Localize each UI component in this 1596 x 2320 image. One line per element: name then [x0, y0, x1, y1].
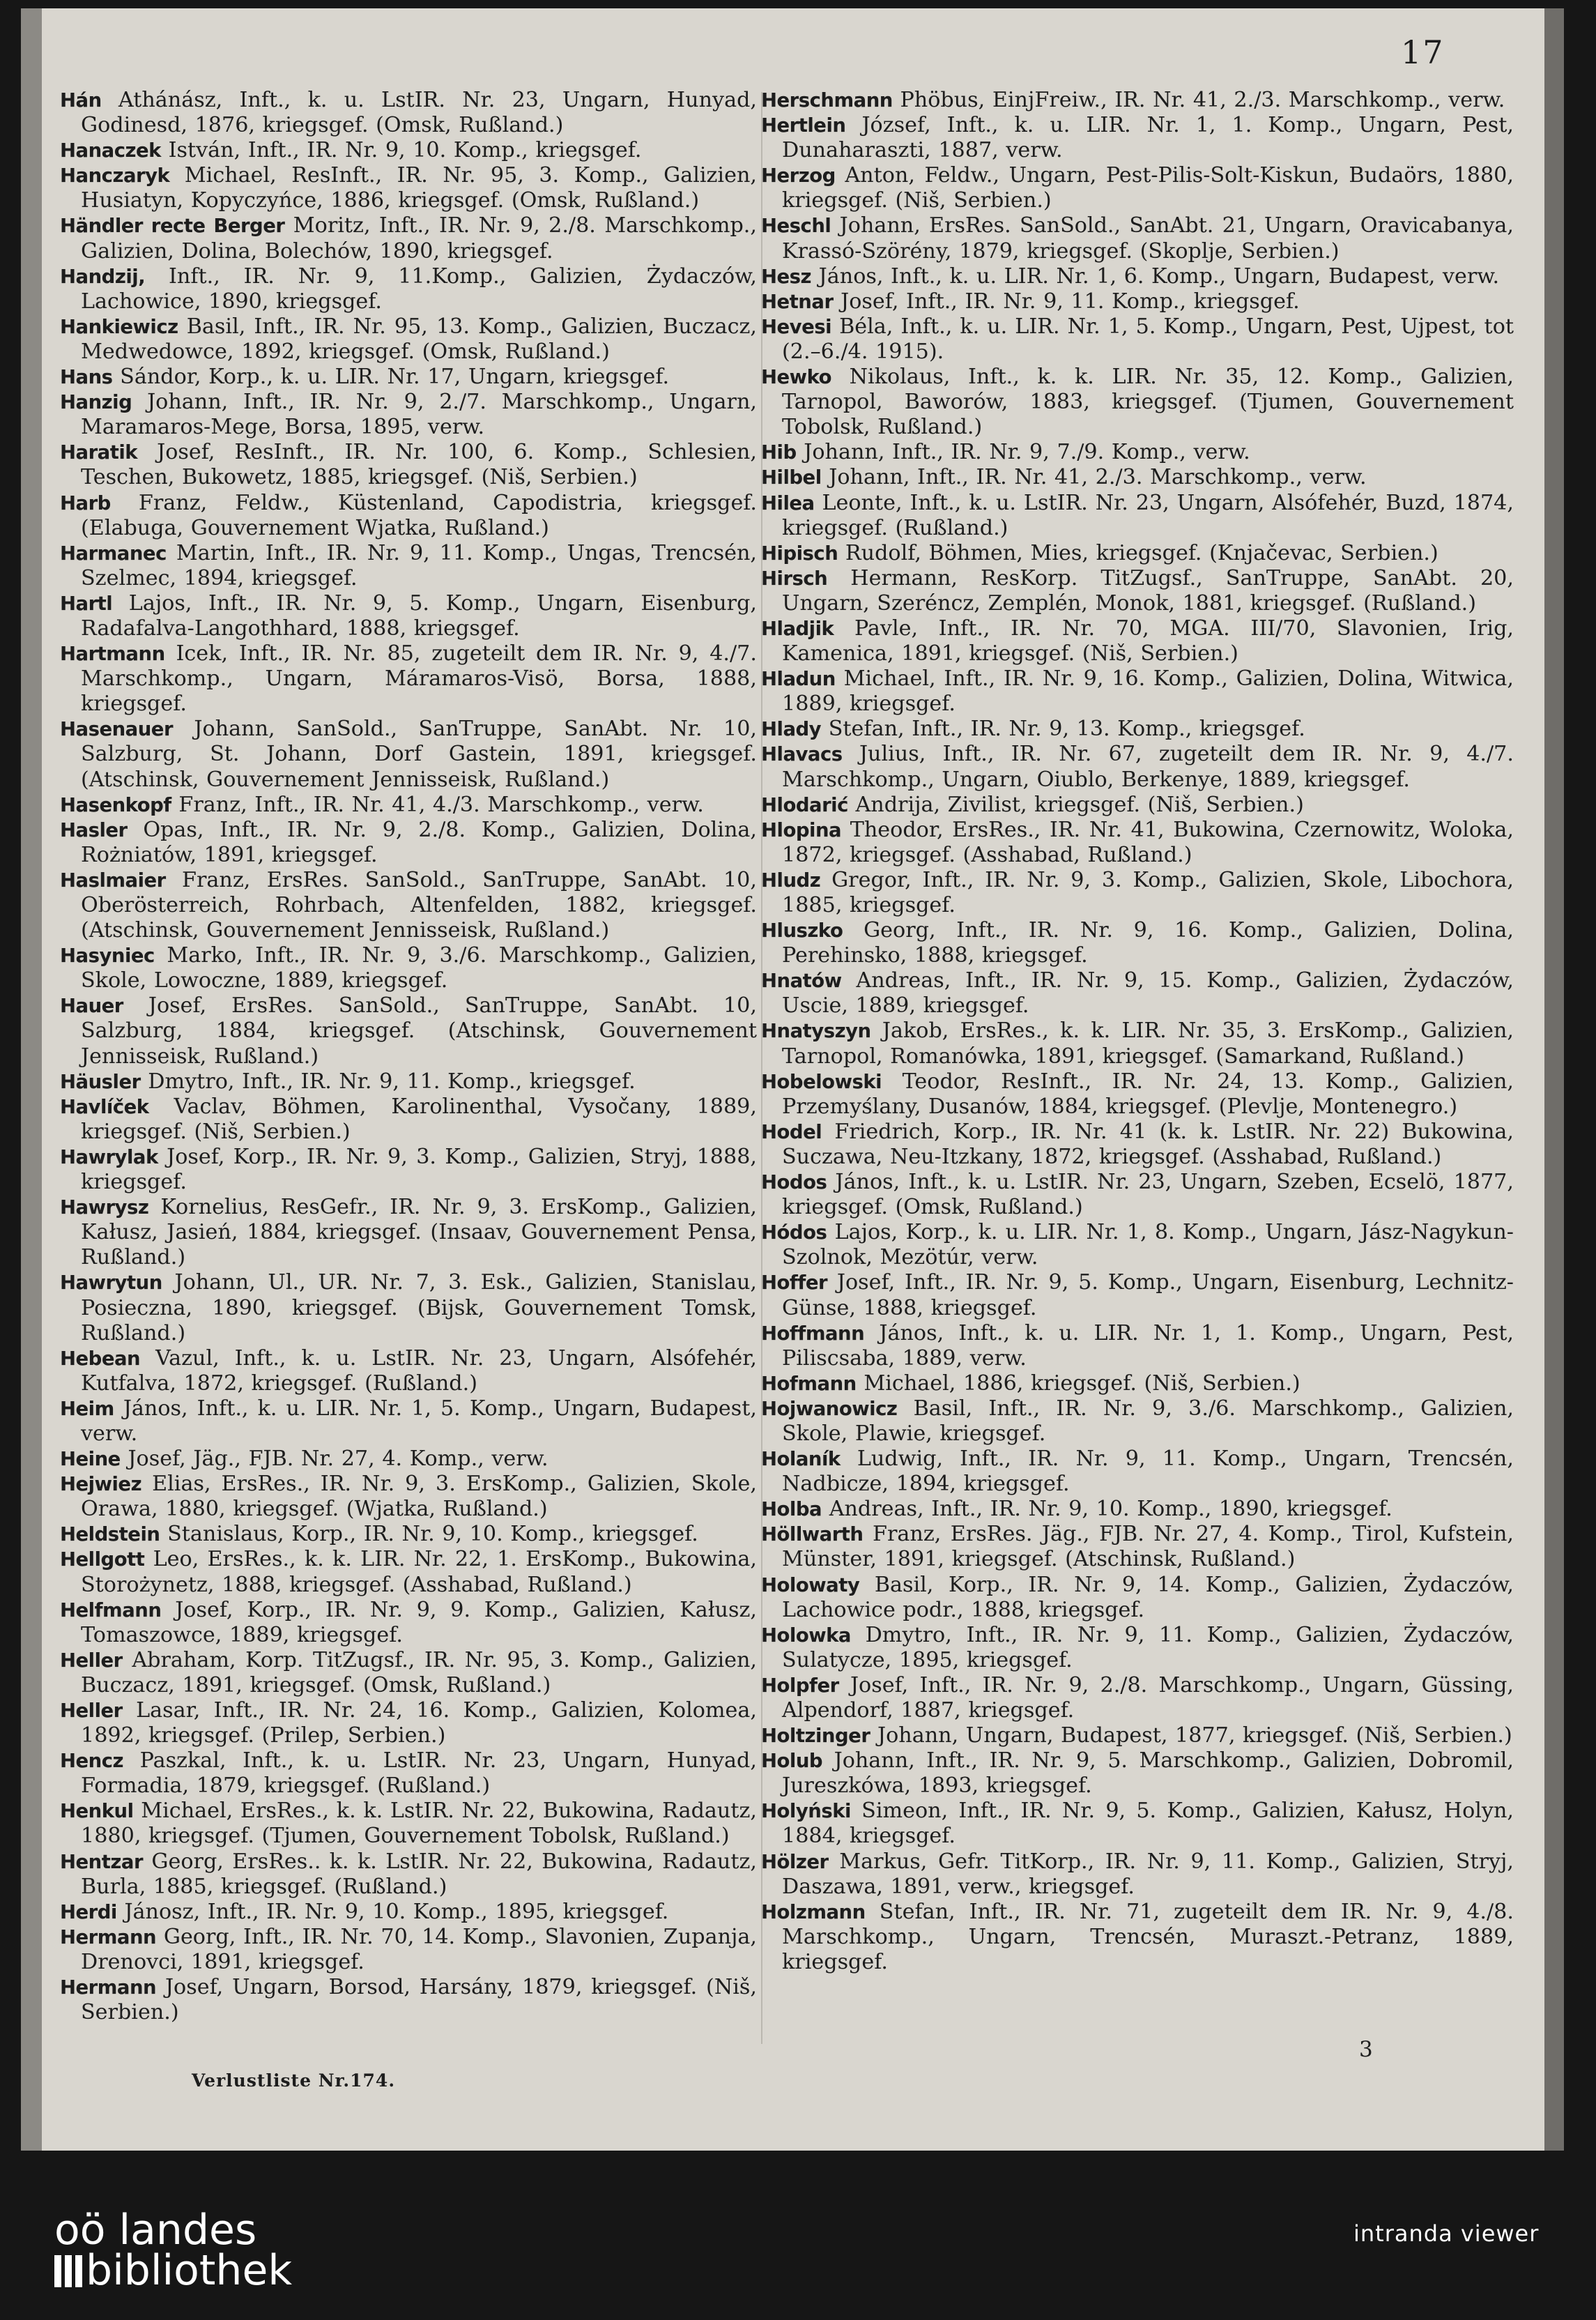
list-entry — [761, 918, 1514, 968]
list-entry — [761, 1748, 1514, 1799]
entry-details: Andreas, Inft., IR. Nr. 9, 10. Komp., 1890, kriegsgef. — [829, 1497, 1392, 1522]
entry-name: Hoffmann — [761, 1322, 865, 1345]
list-entry — [60, 1547, 757, 1597]
entry-details: Moritz, Inft., IR. Nr. 9, 2./8. Marschkomp., Galizien, Dolina, Bolechów, 1890, kriegsgef. — [81, 213, 757, 264]
list-entry — [761, 1849, 1514, 1900]
entry-name: Hejwiez — [60, 1473, 142, 1496]
list-entry — [761, 1623, 1514, 1673]
list-entry — [60, 591, 757, 641]
list-entry — [60, 1094, 757, 1145]
logo-line-1: oö landes — [54, 2206, 257, 2254]
list-entry — [60, 717, 757, 792]
list-entry — [761, 213, 1514, 264]
entry-details: Andreas, Inft., IR. Nr. 9, 15. Komp., Galizien, Żydaczów, Uscie, 1889, kriegsgef. — [782, 968, 1514, 1018]
entry-name: Haratik — [60, 441, 138, 464]
entry-name: Havlíček — [60, 1095, 149, 1118]
entry-name: Hilbel — [761, 466, 822, 489]
entry-name: Harmanec — [60, 542, 167, 565]
page-number: 17 — [1401, 33, 1445, 71]
entry-name: Hladjik — [761, 617, 834, 640]
list-entry — [761, 1270, 1514, 1320]
list-entry — [60, 1748, 757, 1799]
entry-details: Kornelius, ResGefr., IR. Nr. 9, 3. ErsKomp., Galizien, Kałusz, Jasień, 1884, kriegsgef. (Insaav, Gouvernement Pensa, Rußland.) — [81, 1195, 757, 1270]
entry-name: Hölzer — [761, 1850, 829, 1873]
entry-details: Simeon, Inft., IR. Nr. 9, 5. Komp., Galizien, Kałusz, Holyn, 1884, kriegsgef. — [782, 1799, 1514, 1849]
list-entry — [60, 1698, 757, 1748]
list-entry — [761, 88, 1514, 113]
list-entry — [761, 1900, 1514, 1975]
entry-details: Inft., IR. Nr. 9, 11.Komp., Galizien, Żydaczów, Lachowice, 1890, kriegsgef. — [81, 264, 757, 314]
list-entry — [60, 213, 757, 264]
entry-name: Handzij, — [60, 265, 146, 288]
entry-name: Hebean — [60, 1347, 141, 1370]
list-entry — [60, 138, 757, 163]
entry-details: Dmytro, Inft., IR. Nr. 9, 11. Komp., kriegsgef. — [148, 1069, 636, 1094]
list-entry — [60, 1648, 757, 1698]
entry-details: Josef, ErsRes. SanSold., SanTruppe, SanAbt. 10, Salzburg, 1884, kriegsgef. (Atschinsk, Gouvernement Jennisseisk, Rußland.) — [81, 993, 757, 1069]
entry-details: Béla, Inft., k. u. LIR. Nr. 1, 5. Komp., Ungarn, Pest, Ujpest, tot (2.–6./4. 1915). — [782, 314, 1514, 364]
entry-name: Hermann — [60, 1925, 157, 1948]
entry-details: Sándor, Korp., k. u. LIR. Nr. 17, Ungarn, kriegsgef. — [120, 365, 670, 390]
entry-details: Abraham, Korp. TitZugsf., IR. Nr. 95, 3. Komp., Galizien, Buczacz, 1891, kriegsgef. (Omsk, Rußland.) — [81, 1647, 757, 1697]
list-entry — [761, 289, 1514, 314]
entry-name: Hilea — [761, 491, 815, 514]
list-entry — [60, 1145, 757, 1195]
entry-name: Hib — [761, 441, 797, 464]
entry-name: Hans — [60, 366, 113, 389]
entry-name: Heller — [60, 1700, 123, 1722]
list-entry — [60, 1849, 757, 1900]
entry-name: Holtzinger — [761, 1725, 870, 1748]
entry-details: Vazul, Inft., k. u. LstIR. Nr. 23, Ungarn, Alsófehér, Kutfalva, 1872, kriegsgef. (Rußland.) — [81, 1345, 757, 1396]
entry-name: Hlavacs — [761, 743, 843, 766]
entry-name: Haslmaier — [60, 869, 166, 892]
entry-name: Hetnar — [761, 290, 834, 313]
entry-name: Hanczaryk — [60, 165, 170, 188]
right-column — [761, 88, 1514, 1975]
entry-name: Hawrysz — [60, 1196, 149, 1219]
entry-details: Opas, Inft., IR. Nr. 9, 2./8. Komp., Galizien, Dolina, Rożniatów, 1891, kriegsgef. — [81, 817, 757, 867]
entry-name: Holba — [761, 1498, 822, 1521]
entry-details: Michael, Inft., IR. Nr. 9, 16. Komp., Galizien, Dolina, Witwica, 1889, kriegsgef. — [782, 666, 1514, 717]
entry-name: Herschmann — [761, 89, 893, 112]
list-entry — [60, 1447, 757, 1472]
entry-details: Basil, Inft., IR. Nr. 9, 3./6. Marschkomp., Galizien, Skole, Plawie, kriegsgef. — [782, 1396, 1514, 1446]
entry-details: Pavle, Inft., IR. Nr. 70, MGA. III/70, Slavonien, Irig, Kamenica, 1891, kriegsgef. (Niš, Serbien.) — [782, 616, 1514, 666]
list-entry — [60, 390, 757, 440]
entry-name: Hasenauer — [60, 718, 174, 741]
list-entry — [761, 314, 1514, 365]
entry-details: Icek, Inft., IR. Nr. 85, zugeteilt dem IR. Nr. 9, 4./7. Marschkomp., Ungarn, Máramaros-Visö, Borsa, 1888, kriegsgef. — [81, 641, 757, 717]
entry-name: Hawrytun — [60, 1272, 162, 1295]
list-entry — [60, 1900, 757, 1925]
list-entry — [761, 1396, 1514, 1447]
list-entry — [761, 1573, 1514, 1623]
list-entry — [60, 314, 757, 365]
list-entry — [761, 968, 1514, 1018]
entry-name: Hesz — [761, 265, 812, 288]
list-entry — [60, 818, 757, 868]
entry-name: Hoffer — [761, 1272, 828, 1295]
list-entry — [761, 1371, 1514, 1396]
entry-name: Hawrylak — [60, 1145, 158, 1168]
list-entry — [761, 1447, 1514, 1497]
entry-details: Franz, Feldw., Küstenland, Capodistria, kriegsgef. (Elabuga, Gouvernement Wjatka, Rußland.) — [81, 490, 757, 540]
entry-name: Hevesi — [761, 315, 832, 338]
entry-details: Jánosz, Inft., IR. Nr. 9, 10. Komp., 1895, kriegsgef. — [124, 1899, 669, 1924]
entry-details: Lajos, Korp., k. u. LIR. Nr. 1, 8. Komp., Ungarn, Jász-Nagykun-Szolnok, Mezötúr, verw. — [782, 1220, 1514, 1270]
entry-details: Lasar, Inft., IR. Nr. 24, 16. Komp., Galizien, Kolomea, 1892, kriegsgef. (Prilep, Serbien.) — [81, 1698, 757, 1748]
entry-name: Heine — [60, 1448, 121, 1471]
left-column — [60, 88, 757, 2025]
entry-details: Andrija, Zivilist, kriegsgef. (Niš, Serbien.) — [855, 792, 1304, 817]
list-entry — [761, 1723, 1514, 1748]
entry-name: Heschl — [761, 215, 831, 238]
entry-details: Johann, Inft., IR. Nr. 9, 2./7. Marschkomp., Ungarn, Maramaros-Mege, Borsa, 1895, verw. — [81, 390, 757, 440]
list-entry — [761, 818, 1514, 868]
entry-name: Helfmann — [60, 1598, 162, 1621]
entry-name: Hlady — [761, 718, 822, 741]
entry-name: Hanaczek — [60, 139, 161, 162]
entry-name: Hlopina — [761, 818, 842, 841]
entry-name: Holyński — [761, 1800, 851, 1823]
list-entry — [761, 1497, 1514, 1522]
list-entry — [60, 1522, 757, 1547]
entry-name: Heldstein — [60, 1523, 160, 1546]
list-entry — [60, 868, 757, 943]
entry-details: Basil, Korp., IR. Nr. 9, 14. Komp., Galizien, Żydaczów, Lachowice podr., 1888, kriegsgef. — [782, 1572, 1514, 1622]
entry-details: Josef, Inft., IR. Nr. 9, 11. Komp., kriegsgef. — [841, 289, 1300, 314]
list-entry — [761, 742, 1514, 792]
list-entry — [761, 1522, 1514, 1572]
entry-details: József, Inft., k. u. LIR. Nr. 1, 1. Komp., Ungarn, Pest, Dunaharaszti, 1887, verw. — [782, 113, 1514, 163]
entry-details: Lajos, Inft., IR. Nr. 9, 5. Komp., Ungarn, Eisenburg, Radafalva-Langothhard, 1888, kriegsgef. — [81, 590, 757, 641]
entry-details: Josef, Korp., IR. Nr. 9, 9. Komp., Galizien, Kałusz, Tomaszowce, 1889, kriegsgef. — [81, 1597, 757, 1647]
list-entry — [761, 1170, 1514, 1220]
list-entry — [60, 943, 757, 993]
list-entry — [60, 1799, 757, 1849]
entry-details: Stanislaus, Korp., IR. Nr. 9, 10. Komp., kriegsgef. — [167, 1522, 698, 1547]
list-entry — [60, 491, 757, 541]
entry-name: Hojwanowicz — [761, 1397, 898, 1420]
entry-name: Hladun — [761, 668, 836, 691]
entry-name: Holowka — [761, 1624, 851, 1647]
entry-details: Athánász, Inft., k. u. LstIR. Nr. 23, Ungarn, Hunyad, Godinesd, 1876, kriegsgef. (Omsk, Rußland.) — [81, 88, 757, 138]
list-entry — [761, 1018, 1514, 1069]
sheet-number: 3 — [1359, 2037, 1373, 2062]
entry-name: Hludz — [761, 869, 821, 892]
list-entry — [60, 163, 757, 213]
entry-name: Hartl — [60, 592, 113, 615]
entry-details: Georg, Inft., IR. Nr. 70, 14. Komp., Slavonien, Zupanja, Drenovci, 1891, kriegsgef. — [81, 1924, 757, 1974]
list-entry — [761, 264, 1514, 289]
list-entry — [761, 666, 1514, 717]
entry-details: Johann, Inft., IR. Nr. 41, 2./3. Marschkomp., verw. — [829, 465, 1367, 490]
entry-details: Ludwig, Inft., IR. Nr. 9, 11. Komp., Ungarn, Trencsén, Nadbicze, 1894, kriegsgef. — [782, 1447, 1514, 1497]
list-entry — [761, 1799, 1514, 1849]
entry-details: Johann, Ungarn, Budapest, 1877, kriegsgef. (Niš, Serbien.) — [877, 1723, 1512, 1748]
list-entry — [60, 1472, 757, 1522]
entry-details: Markus, Gefr. TitKorp., IR. Nr. 9, 11. Komp., Galizien, Stryj, Daszawa, 1891, verw., kriegsgef. — [782, 1849, 1514, 1899]
entry-details: Johann, Inft., IR. Nr. 9, 7./9. Komp., verw. — [804, 440, 1250, 465]
entry-details: Leonte, Inft., k. u. LstIR. Nr. 23, Ungarn, Alsófehér, Buzd, 1874, kriegsgef. (Rußland.) — [782, 490, 1514, 540]
entry-details: Leo, ErsRes., k. k. LIR. Nr. 22, 1. ErsKomp., Bukowina, Storożynetz, 1888, kriegsgef. (Asshabad, Rußland.) — [81, 1547, 757, 1597]
entry-name: Hermann — [60, 1976, 157, 1999]
entry-details: Stefan, Inft., IR. Nr. 9, 13. Komp., kriegsgef. — [828, 717, 1305, 742]
page-outer-edge — [1544, 8, 1564, 2151]
entry-name: Hipisch — [761, 542, 838, 565]
list-entry — [761, 440, 1514, 465]
list-entry — [60, 793, 757, 818]
list-entry — [761, 1120, 1514, 1170]
entry-details: Johann, SanSold., SanTruppe, SanAbt. Nr. 10, Salzburg, St. Johann, Dorf Gastein, 1891, kriegsgef. (Atschinsk, Gouvernement Jennisseisk, Rußland.) — [81, 717, 757, 792]
entry-details: István, Inft., IR. Nr. 9, 10. Komp., kriegsgef. — [168, 138, 642, 163]
entry-details: Dmytro, Inft., IR. Nr. 9, 11. Komp., Galizien, Żydaczów, Sulatycze, 1895, kriegsgef. — [782, 1622, 1514, 1672]
logo-line-2: bibliothek — [86, 2246, 293, 2295]
entry-details: Martin, Inft., IR. Nr. 9, 11. Komp., Ungas, Trencsén, Szelmec, 1894, kriegsgef. — [81, 540, 757, 590]
entry-name: Hanzig — [60, 391, 132, 414]
entry-details: Marko, Inft., IR. Nr. 9, 3./6. Marschkomp., Galizien, Skole, Lowoczne, 1889, kriegsgef. — [81, 943, 757, 993]
list-entry — [60, 1069, 757, 1094]
entry-details: Johann, Inft., IR. Nr. 9, 5. Marschkomp., Galizien, Dobromil, Jureszkówa, 1893, kriegsgef. — [782, 1748, 1514, 1799]
viewer-label: intranda viewer — [1353, 2220, 1540, 2247]
entry-name: Hentzar — [60, 1850, 144, 1873]
entry-details: Elias, ErsRes., IR. Nr. 9, 3. ErsKomp., Galizien, Skole, Orawa, 1880, kriegsgef. (Wjatka, Rußland.) — [81, 1472, 757, 1522]
list-entry — [60, 641, 757, 717]
list-entry — [60, 541, 757, 591]
list-entry — [60, 1598, 757, 1648]
list-entry — [60, 88, 757, 138]
list-entry — [761, 1220, 1514, 1270]
list-entry — [761, 491, 1514, 541]
entry-details: Vaclav, Böhmen, Karolinenthal, Vysočany, 1889, kriegsgef. (Niš, Serbien.) — [81, 1094, 757, 1144]
list-entry — [761, 868, 1514, 918]
entry-details: Julius, Inft., IR. Nr. 67, zugeteilt dem IR. Nr. 9, 4./7. Marschkomp., Ungarn, Oiublo, Berkenye, 1889, kriegsgef. — [782, 742, 1514, 792]
entry-name: Harb — [60, 491, 111, 514]
entry-details: Franz, ErsRes. Jäg., FJB. Nr. 27, 4. Komp., Tirol, Kufstein, Münster, 1891, kriegsgef. (Atschinsk, Rußland.) — [782, 1522, 1514, 1572]
entry-details: Anton, Feldw., Ungarn, Pest-Pilis-Solt-Kiskun, Budaörs, 1880, kriegsgef. (Niš, Serbien.) — [782, 163, 1514, 213]
entry-details: János, Inft., k. u. LIR. Nr. 1, 6. Komp., Ungarn, Budapest, verw. — [818, 264, 1500, 289]
entry-name: Hluszko — [761, 919, 843, 942]
entry-details: Friedrich, Korp., IR. Nr. 41 (k. k. LstIR. Nr. 22) Bukowina, Suczawa, Neu-Itzkany, 1872, kriegsgef. (Asshabad, Rußland.) — [782, 1119, 1514, 1169]
entry-details: Josef, Inft., IR. Nr. 9, 5. Komp., Ungarn, Eisenburg, Lechnitz-Günse, 1888, kriegsgef. — [782, 1270, 1514, 1320]
entry-details: Georg, Inft., IR. Nr. 9, 16. Komp., Galizien, Dolina, Perehinsko, 1888, kriegsgef. — [782, 918, 1514, 968]
list-entry — [60, 440, 757, 490]
list-number-footer: Verlustliste Nr.174. — [192, 2070, 396, 2091]
list-entry — [60, 365, 757, 390]
entry-name: Hnatyszyn — [761, 1020, 871, 1043]
entry-name: Hofmann — [761, 1372, 857, 1395]
entry-details: Jakob, ErsRes., k. k. LIR. Nr. 35, 3. ErsKomp., Galizien, Tarnopol, Romanówka, 1891, kriegsgef. (Samarkand, Rußland.) — [782, 1018, 1514, 1069]
list-entry — [60, 1975, 757, 2025]
entry-details: János, Inft., k. u. LIR. Nr. 1, 1. Komp., Ungarn, Pest, Piliscsaba, 1889, verw. — [782, 1320, 1514, 1371]
list-entry — [60, 264, 757, 314]
entry-name: Hertlein — [761, 114, 846, 137]
entry-details: Michael, ErsRes., k. k. LstIR. Nr. 22, Bukowina, Radautz, 1880, kriegsgef. (Tjumen, Gouvernement Tobolsk, Rußland.) — [81, 1799, 757, 1849]
entry-name: Hnatów — [761, 970, 842, 993]
list-entry — [761, 163, 1514, 213]
entry-name: Hewko — [761, 366, 832, 389]
list-entry — [761, 566, 1514, 616]
list-entry — [761, 113, 1514, 163]
list-entry — [60, 1270, 757, 1345]
list-entry — [761, 616, 1514, 666]
entry-name: Hlodarić — [761, 793, 848, 816]
list-entry — [761, 541, 1514, 566]
entry-name: Heim — [60, 1397, 114, 1420]
entry-name: Herzog — [761, 165, 836, 188]
entry-name: Henkul — [60, 1800, 134, 1823]
entry-name: Hodel — [761, 1120, 822, 1143]
entry-details: Michael, 1886, kriegsgef. (Niš, Serbien.) — [864, 1371, 1300, 1396]
entry-name: Heller — [60, 1649, 123, 1672]
entry-name: Höllwarth — [761, 1523, 864, 1546]
entry-name: Hodos — [761, 1171, 827, 1194]
entry-details: Basil, Inft., IR. Nr. 95, 13. Komp., Galizien, Buczacz, Medwedowce, 1892, kriegsgef. (Omsk, Rußland.) — [81, 314, 757, 364]
entry-details: Josef, Ungarn, Borsod, Harsány, 1879, kriegsgef. (Niš, Serbien.) — [81, 1975, 757, 2025]
list-entry — [60, 1396, 757, 1447]
list-entry — [761, 1673, 1514, 1723]
entry-details: Josef, Jäg., FJB. Nr. 27, 4. Komp., verw. — [128, 1447, 548, 1472]
list-entry — [60, 993, 757, 1069]
entry-name: Herdi — [60, 1900, 117, 1923]
entry-name: Hartmann — [60, 643, 165, 666]
entry-name: Holaník — [761, 1448, 841, 1471]
entry-details: Josef, Inft., IR. Nr. 9, 2./8. Marschkomp., Ungarn, Güssing, Alpendorf, 1887, kriegsgef. — [782, 1672, 1514, 1723]
entry-details: Theodor, ErsRes., IR. Nr. 41, Bukowina, Czernowitz, Woloka, 1872, kriegsgef. (Asshabad, Rußland.) — [782, 817, 1514, 867]
entry-name: Holub — [761, 1750, 823, 1773]
entry-details: Michael, ResInft., IR. Nr. 95, 3. Komp., Galizien, Husiatyn, Kopyczyńce, 1886, kriegsgef. (Omsk, Rußland.) — [81, 163, 757, 213]
list-entry — [761, 717, 1514, 742]
entry-details: János, Inft., k. u. LIR. Nr. 1, 5. Komp., Ungarn, Budapest, verw. — [81, 1396, 757, 1446]
entry-name: Händler recte Berger — [60, 215, 285, 238]
list-entry — [761, 1069, 1514, 1120]
list-entry — [761, 793, 1514, 818]
entry-name: Häusler — [60, 1070, 141, 1093]
entry-details: Phöbus, EinjFreiw., IR. Nr. 41, 2./3. Marschkomp., verw. — [900, 88, 1505, 112]
library-logo — [54, 2206, 293, 2295]
scanned-page — [21, 8, 1564, 2151]
entry-details: Rudolf, Böhmen, Mies, kriegsgef. (Knjačevac, Serbien.) — [845, 540, 1438, 565]
entry-details: Nikolaus, Inft., k. k. LIR. Nr. 35, 12. Komp., Galizien, Tarnopol, Baworów, 1883, kriegsgef. (Tjumen, Gouvernement Tobolsk, Rußland.) — [782, 365, 1514, 440]
list-entry — [60, 1925, 757, 1975]
entry-name: Hellgott — [60, 1548, 145, 1571]
entry-details: János, Inft., k. u. LstIR. Nr. 23, Ungarn, Szeben, Ecselö, 1877, kriegsgef. (Omsk, Rußland.) — [782, 1170, 1514, 1220]
entry-details: Georg, ErsRes.. k. k. LstIR. Nr. 22, Bukowina, Radautz, Burla, 1885, kriegsgef. (Rußland.) — [81, 1849, 757, 1899]
entry-name: Hódos — [761, 1221, 827, 1244]
entry-details: Josef, Korp., IR. Nr. 9, 3. Komp., Galizien, Stryj, 1888, kriegsgef. — [81, 1144, 757, 1195]
entry-name: Hankiewicz — [60, 315, 178, 338]
entry-details: Johann, Ul., UR. Nr. 7, 3. Esk., Galizien, Stanislau, Posieczna, 1890, kriegsgef. (Bijsk, Gouvernement Tomsk, Rußland.) — [81, 1270, 757, 1345]
entry-details: Johann, ErsRes. SanSold., SanAbt. 21, Ungarn, Oravicabanya, Krassó-Szörény, 1879, kriegsgef. (Skoplje, Serbien.) — [782, 213, 1514, 264]
entry-name: Hobelowski — [761, 1070, 882, 1093]
list-entry — [761, 465, 1514, 490]
entry-name: Hasler — [60, 818, 128, 841]
entry-details: Josef, ResInft., IR. Nr. 100, 6. Komp., Schlesien, Teschen, Bukowetz, 1885, kriegsgef. (Niš, Serbien.) — [81, 440, 757, 490]
entry-details: Hermann, ResKorp. TitZugsf., SanTruppe, SanAbt. 20, Ungarn, Szeréncz, Zemplén, Monok, 1881, kriegsgef. (Rußland.) — [782, 565, 1514, 616]
entry-name: Holpfer — [761, 1674, 839, 1697]
entry-name: Holowaty — [761, 1573, 860, 1596]
entry-details: Gregor, Inft., IR. Nr. 9, 3. Komp., Galizien, Skole, Libochora, 1885, kriegsgef. — [782, 867, 1514, 917]
entry-name: Holzmann — [761, 1900, 866, 1923]
list-entry — [761, 1321, 1514, 1371]
list-entry — [761, 365, 1514, 440]
entry-details: Franz, Inft., IR. Nr. 41, 4./3. Marschkomp., verw. — [178, 792, 704, 817]
entry-name: Hencz — [60, 1750, 124, 1773]
entry-name: Hirsch — [761, 567, 828, 590]
entry-name: Hán — [60, 89, 102, 112]
list-entry — [60, 1195, 757, 1270]
entry-name: Hauer — [60, 995, 123, 1018]
entry-name: Hasenkopf — [60, 793, 171, 816]
entry-name: Hasyniec — [60, 945, 155, 968]
entry-details: Stefan, Inft., IR. Nr. 71, zugeteilt dem IR. Nr. 9, 4./8. Marschkomp., Ungarn, Trencsén, Muraszt.-Petranz, 1889, kriegsgef. — [782, 1899, 1514, 1974]
page-binding-edge — [21, 8, 42, 2151]
entry-details: Paszkal, Inft., k. u. LstIR. Nr. 23, Ungarn, Hunyad, Formadia, 1879, kriegsgef. (Rußland.) — [81, 1748, 757, 1799]
entry-details: Franz, ErsRes. SanSold., SanTruppe, SanAbt. 10, Oberösterreich, Rohrbach, Altenfelden, 1882, kriegsgef. (Atschinsk, Gouvernement Jennisseisk, Rußland.) — [81, 867, 757, 943]
entry-details: Teodor, ResInft., IR. Nr. 24, 13. Komp., Galizien, Przemyślany, Dusanów, 1884, kriegsgef. (Plevlje, Montenegro.) — [782, 1069, 1514, 1119]
list-entry — [60, 1346, 757, 1396]
